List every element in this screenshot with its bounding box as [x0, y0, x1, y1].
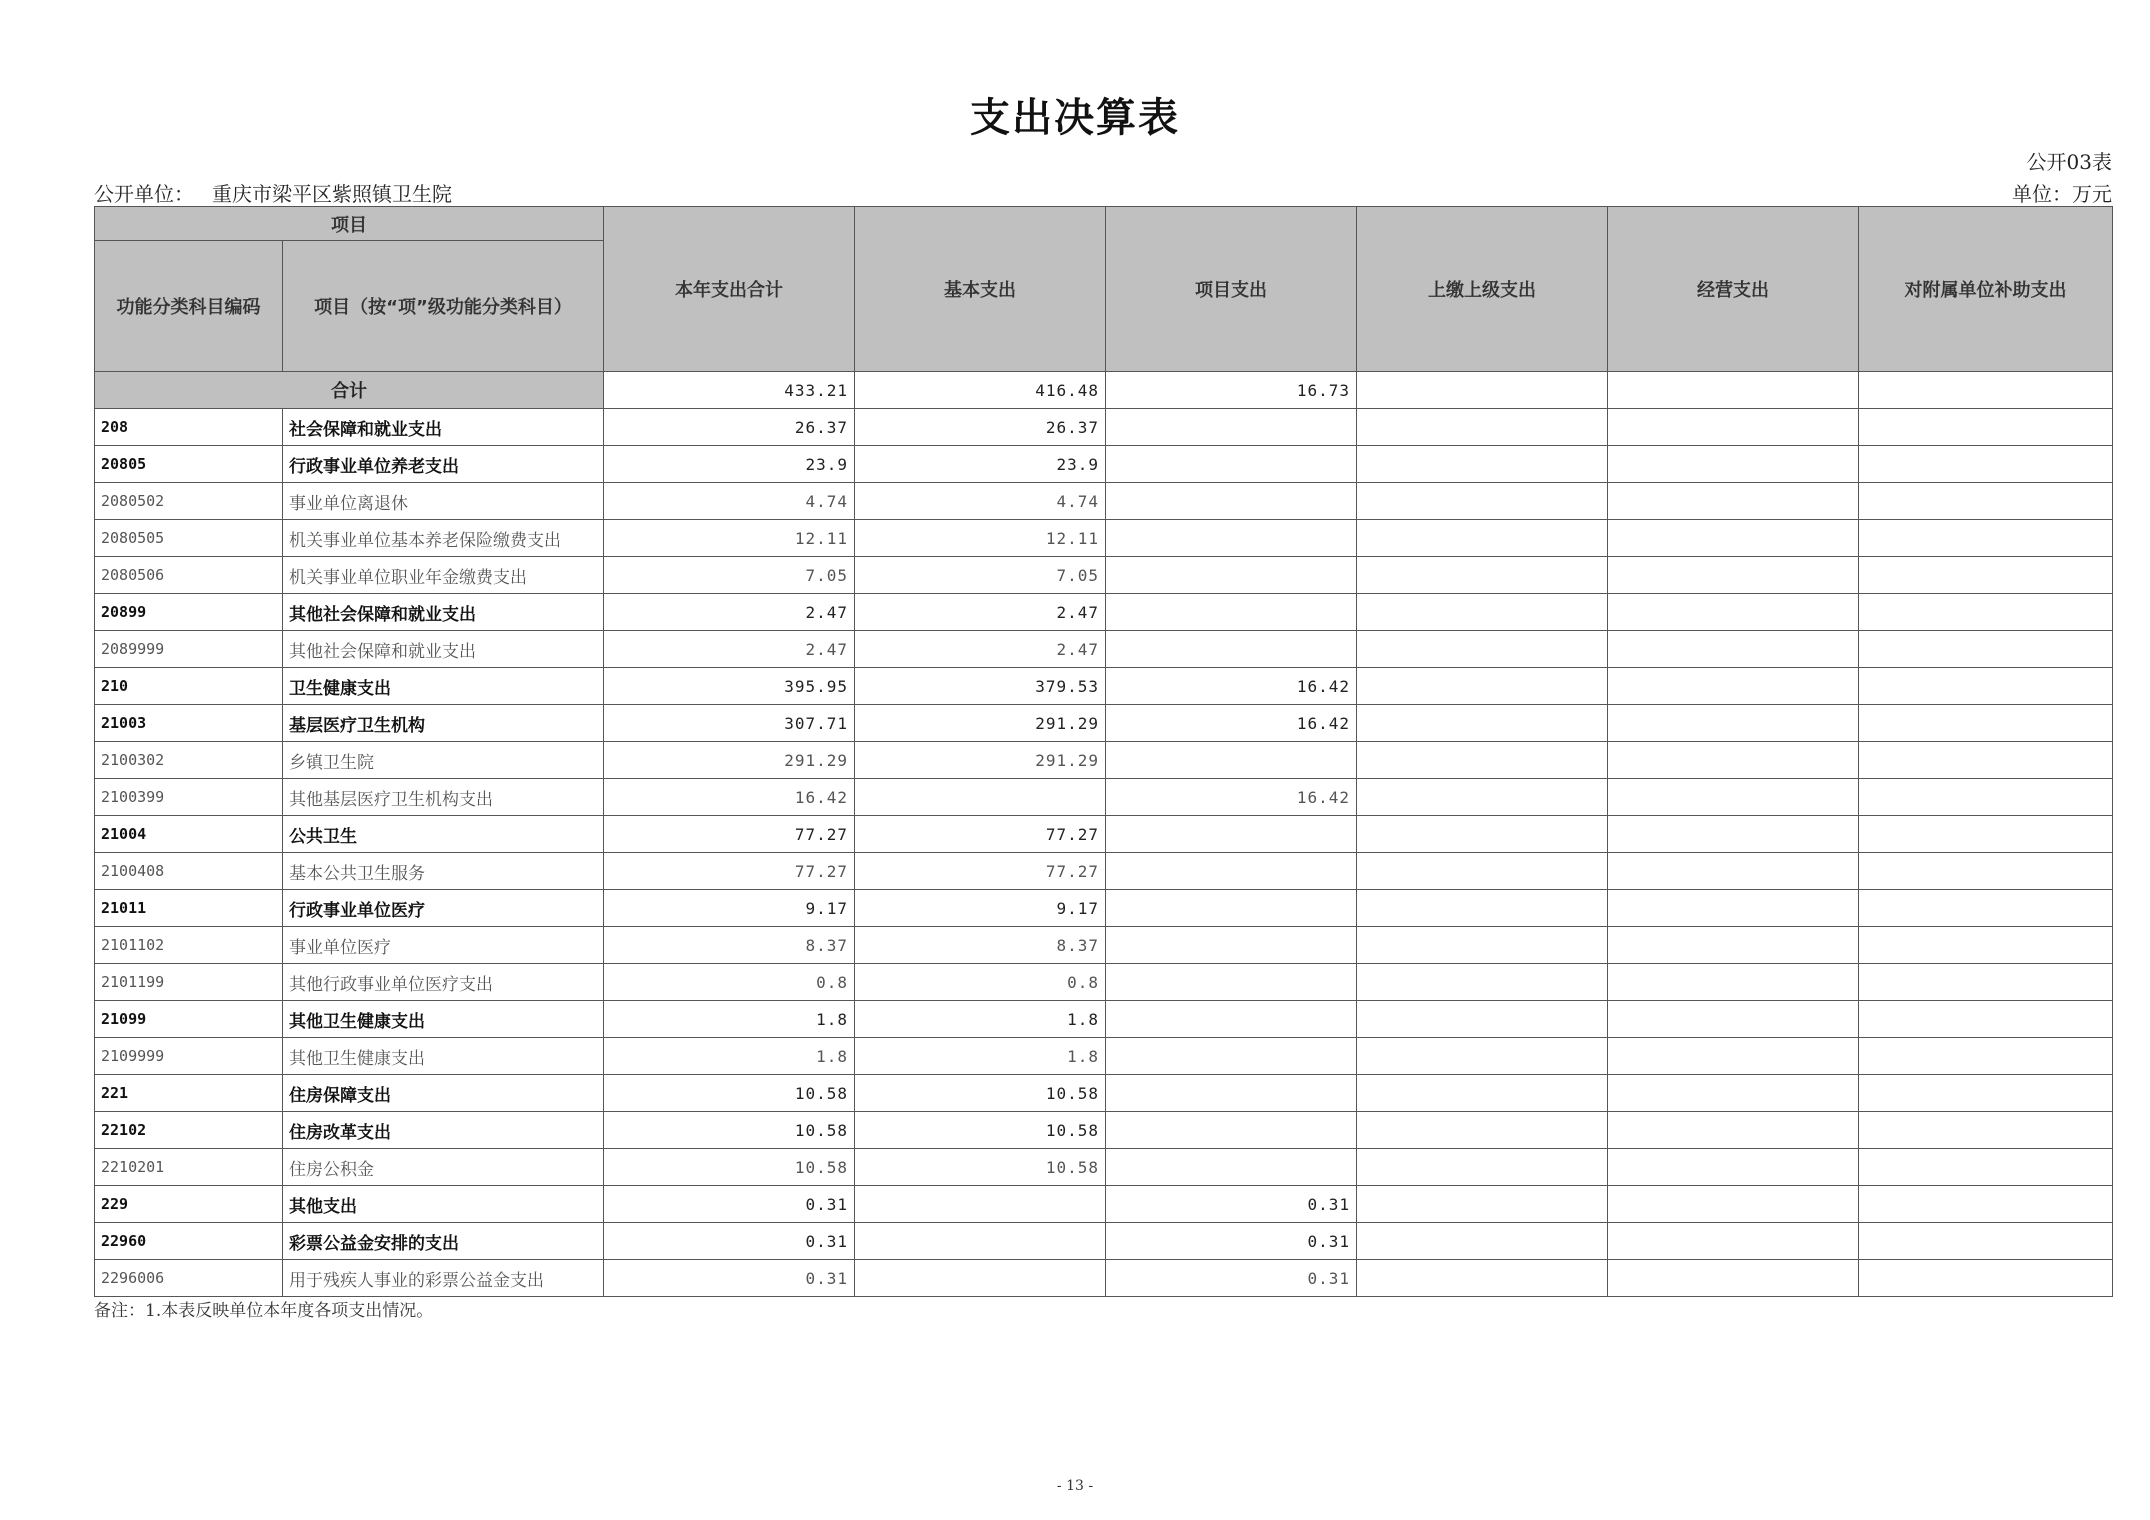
total-row [95, 372, 2113, 409]
row-value [1357, 853, 1608, 890]
row-name: 其他行政事业单位医疗支出 [283, 964, 604, 1001]
row-value [1608, 1001, 1859, 1038]
row-code: 20805 [95, 446, 283, 483]
row-value: 16.42 [1106, 779, 1357, 816]
row-value: 10.58 [855, 1149, 1106, 1186]
row-value [1859, 520, 2113, 557]
row-value: 10.58 [855, 1112, 1106, 1149]
row-value [1859, 964, 2113, 1001]
row-value [1859, 1260, 2113, 1297]
row-value [1106, 816, 1357, 853]
table-row [95, 520, 2113, 557]
row-value: 1.8 [855, 1001, 1106, 1038]
row-value [1608, 779, 1859, 816]
row-code: 22960 [95, 1223, 283, 1260]
row-value [1608, 668, 1859, 705]
row-value [1608, 409, 1859, 446]
row-value [1357, 557, 1608, 594]
row-value: 77.27 [855, 853, 1106, 890]
row-value: 7.05 [855, 557, 1106, 594]
row-value [1357, 927, 1608, 964]
row-value: 12.11 [604, 520, 855, 557]
row-name: 乡镇卫生院 [283, 742, 604, 779]
row-value [855, 1260, 1106, 1297]
publishing-unit-name: 重庆市梁平区紫照镇卫生院 [212, 182, 452, 206]
row-value [1859, 409, 2113, 446]
row-value [1357, 1038, 1608, 1075]
row-value [855, 1186, 1106, 1223]
row-code: 210 [95, 668, 283, 705]
row-value: 395.95 [604, 668, 855, 705]
table-row [95, 742, 2113, 779]
row-code: 2089999 [95, 631, 283, 668]
row-value [1106, 742, 1357, 779]
row-code: 20899 [95, 594, 283, 631]
row-code: 21004 [95, 816, 283, 853]
row-value [1859, 631, 2113, 668]
row-value: 8.37 [604, 927, 855, 964]
row-value: 8.37 [855, 927, 1106, 964]
row-value: 16.42 [604, 779, 855, 816]
row-value: 0.8 [855, 964, 1106, 1001]
row-name: 住房保障支出 [283, 1075, 604, 1112]
row-value [1608, 1223, 1859, 1260]
row-value: 23.9 [855, 446, 1106, 483]
row-name: 基层医疗卫生机构 [283, 705, 604, 742]
row-value [1608, 1149, 1859, 1186]
row-value [1357, 594, 1608, 631]
row-name: 卫生健康支出 [283, 668, 604, 705]
row-name: 公共卫生 [283, 816, 604, 853]
row-name: 基本公共卫生服务 [283, 853, 604, 890]
row-value: 1.8 [855, 1038, 1106, 1075]
row-code: 2210201 [95, 1149, 283, 1186]
row-name: 事业单位医疗 [283, 927, 604, 964]
row-code: 2100399 [95, 779, 283, 816]
header-code: 功能分类科目编码 [95, 241, 283, 372]
column-header: 上缴上级支出 [1357, 207, 1608, 372]
table-row [95, 1260, 2113, 1297]
row-value [1357, 742, 1608, 779]
row-code: 2080502 [95, 483, 283, 520]
row-value [1357, 1149, 1608, 1186]
table-row [95, 631, 2113, 668]
row-value [1608, 520, 1859, 557]
row-value [1106, 631, 1357, 668]
row-code: 21003 [95, 705, 283, 742]
column-header: 经营支出 [1608, 207, 1859, 372]
row-value [1106, 853, 1357, 890]
total-cell [1608, 372, 1859, 409]
page-title: 支出决算表 [970, 95, 1180, 141]
publishing-unit-label: 公开单位： [94, 182, 194, 206]
row-value [1608, 1186, 1859, 1223]
row-value [1859, 816, 2113, 853]
row-code: 2080506 [95, 557, 283, 594]
table-row [95, 594, 2113, 631]
row-value [1859, 779, 2113, 816]
table-row [95, 927, 2113, 964]
row-value [1859, 742, 2113, 779]
table-row [95, 1223, 2113, 1260]
row-name: 其他支出 [283, 1186, 604, 1223]
row-value [1357, 520, 1608, 557]
row-value: 291.29 [604, 742, 855, 779]
row-value [1859, 1112, 2113, 1149]
row-value: 26.37 [855, 409, 1106, 446]
row-value [1859, 705, 2113, 742]
row-value: 0.31 [1106, 1223, 1357, 1260]
row-value [1608, 446, 1859, 483]
total-cell [1357, 372, 1608, 409]
row-value [1106, 927, 1357, 964]
row-name: 其他卫生健康支出 [283, 1038, 604, 1075]
row-value [855, 779, 1106, 816]
row-value: 10.58 [855, 1075, 1106, 1112]
row-value: 77.27 [604, 853, 855, 890]
row-value [1106, 1149, 1357, 1186]
row-code: 2109999 [95, 1038, 283, 1075]
row-value: 9.17 [855, 890, 1106, 927]
row-value [1859, 927, 2113, 964]
row-code: 208 [95, 409, 283, 446]
row-value: 0.31 [1106, 1186, 1357, 1223]
row-name: 行政事业单位医疗 [283, 890, 604, 927]
row-value: 4.74 [855, 483, 1106, 520]
row-value: 0.31 [1106, 1260, 1357, 1297]
row-value [1608, 816, 1859, 853]
column-header: 基本支出 [855, 207, 1106, 372]
row-value [1859, 1149, 2113, 1186]
row-value: 7.05 [604, 557, 855, 594]
row-value [1106, 1075, 1357, 1112]
row-value [1106, 1038, 1357, 1075]
footnote: 备注：1.本表反映单位本年度各项支出情况。 [94, 1301, 434, 1321]
row-value [1106, 446, 1357, 483]
row-name: 机关事业单位职业年金缴费支出 [283, 557, 604, 594]
row-value: 16.42 [1106, 668, 1357, 705]
row-value [1357, 446, 1608, 483]
row-code: 2100408 [95, 853, 283, 890]
row-name: 其他基层医疗卫生机构支出 [283, 779, 604, 816]
row-name: 其他社会保障和就业支出 [283, 594, 604, 631]
row-code: 2080505 [95, 520, 283, 557]
row-value: 0.31 [604, 1260, 855, 1297]
row-value: 291.29 [855, 742, 1106, 779]
row-name: 住房改革支出 [283, 1112, 604, 1149]
total-cell: 433.21 [604, 372, 855, 409]
row-name: 行政事业单位养老支出 [283, 446, 604, 483]
row-value [1106, 557, 1357, 594]
column-header: 本年支出合计 [604, 207, 855, 372]
row-value [1357, 1186, 1608, 1223]
table-row [95, 1001, 2113, 1038]
row-value: 2.47 [855, 594, 1106, 631]
row-name: 机关事业单位基本养老保险缴费支出 [283, 520, 604, 557]
row-value [1608, 483, 1859, 520]
table-row [95, 1075, 2113, 1112]
row-value [1106, 1112, 1357, 1149]
table-row [95, 816, 2113, 853]
row-value [1608, 742, 1859, 779]
row-value: 9.17 [604, 890, 855, 927]
row-value [1106, 890, 1357, 927]
row-name: 社会保障和就业支出 [283, 409, 604, 446]
row-code: 2101102 [95, 927, 283, 964]
table-row [95, 409, 2113, 446]
row-value [1106, 409, 1357, 446]
row-value: 291.29 [855, 705, 1106, 742]
row-value [1608, 557, 1859, 594]
row-value [1357, 1075, 1608, 1112]
row-value: 77.27 [604, 816, 855, 853]
row-value [1608, 1112, 1859, 1149]
row-code: 21011 [95, 890, 283, 927]
row-value: 0.8 [604, 964, 855, 1001]
row-value [1859, 1075, 2113, 1112]
row-value [1357, 1112, 1608, 1149]
row-value [1859, 668, 2113, 705]
row-value: 10.58 [604, 1075, 855, 1112]
row-value [1859, 1001, 2113, 1038]
row-value [1106, 520, 1357, 557]
row-value [1859, 446, 2113, 483]
row-value [1357, 409, 1608, 446]
table-row [95, 1112, 2113, 1149]
currency-unit: 单位：万元 [2012, 182, 2112, 206]
row-value: 1.8 [604, 1038, 855, 1075]
row-value [1859, 1223, 2113, 1260]
row-value: 4.74 [604, 483, 855, 520]
table-row [95, 1186, 2113, 1223]
row-value [1106, 964, 1357, 1001]
row-value: 10.58 [604, 1112, 855, 1149]
row-value [1608, 964, 1859, 1001]
row-value: 77.27 [855, 816, 1106, 853]
row-value: 2.47 [855, 631, 1106, 668]
row-value: 10.58 [604, 1149, 855, 1186]
table-row [95, 557, 2113, 594]
header-name: 项目（按“项”级功能分类科目） [283, 241, 604, 372]
row-name: 住房公积金 [283, 1149, 604, 1186]
row-value: 379.53 [855, 668, 1106, 705]
table-row [95, 890, 2113, 927]
row-value [1357, 1001, 1608, 1038]
table-row [95, 483, 2113, 520]
row-value [1106, 483, 1357, 520]
header-project: 项目 [95, 207, 604, 241]
row-name: 其他卫生健康支出 [283, 1001, 604, 1038]
row-value [1608, 927, 1859, 964]
row-code: 2296006 [95, 1260, 283, 1297]
row-value [1859, 890, 2113, 927]
row-value [1608, 594, 1859, 631]
total-cell: 16.73 [1106, 372, 1357, 409]
page-number: - 13 - [1056, 1478, 1094, 1494]
row-value [1608, 1038, 1859, 1075]
total-cell: 416.48 [855, 372, 1106, 409]
row-value [1357, 779, 1608, 816]
row-value [1608, 890, 1859, 927]
table-row [95, 964, 2113, 1001]
row-value [1357, 631, 1608, 668]
row-value [1357, 816, 1608, 853]
row-name: 彩票公益金安排的支出 [283, 1223, 604, 1260]
row-value: 16.42 [1106, 705, 1357, 742]
row-value: 2.47 [604, 631, 855, 668]
table-row [95, 705, 2113, 742]
row-value: 12.11 [855, 520, 1106, 557]
row-value [1357, 964, 1608, 1001]
row-value [1608, 631, 1859, 668]
row-value [1608, 853, 1859, 890]
row-code: 22102 [95, 1112, 283, 1149]
row-value [1357, 890, 1608, 927]
row-value [855, 1223, 1106, 1260]
table-row [95, 446, 2113, 483]
row-value: 1.8 [604, 1001, 855, 1038]
publishing-unit [94, 178, 452, 207]
expenditure-table [94, 206, 2113, 1297]
row-value [1859, 1186, 2113, 1223]
row-code: 229 [95, 1186, 283, 1223]
row-value: 0.31 [604, 1223, 855, 1260]
row-value: 23.9 [604, 446, 855, 483]
row-value [1357, 1260, 1608, 1297]
row-value: 2.47 [604, 594, 855, 631]
row-value: 307.71 [604, 705, 855, 742]
row-value [1357, 705, 1608, 742]
total-label: 合计 [95, 372, 604, 409]
row-code: 21099 [95, 1001, 283, 1038]
table-row [95, 853, 2113, 890]
row-value [1859, 853, 2113, 890]
table-row [95, 1038, 2113, 1075]
row-value [1106, 1001, 1357, 1038]
table-row [95, 1149, 2113, 1186]
form-number: 公开03表 [2026, 150, 2112, 174]
row-name: 其他社会保障和就业支出 [283, 631, 604, 668]
total-cell [1859, 372, 2113, 409]
row-value [1608, 1260, 1859, 1297]
row-value: 0.31 [604, 1186, 855, 1223]
row-name: 事业单位离退休 [283, 483, 604, 520]
row-value: 26.37 [604, 409, 855, 446]
row-value [1357, 1223, 1608, 1260]
table-row [95, 668, 2113, 705]
row-code: 2100302 [95, 742, 283, 779]
row-value [1608, 705, 1859, 742]
row-value [1608, 1075, 1859, 1112]
table-row [95, 779, 2113, 816]
row-value [1357, 668, 1608, 705]
row-name: 用于残疾人事业的彩票公益金支出 [283, 1260, 604, 1297]
row-code: 2101199 [95, 964, 283, 1001]
column-header: 对附属单位补助支出 [1859, 207, 2113, 372]
row-value [1357, 483, 1608, 520]
column-header: 项目支出 [1106, 207, 1357, 372]
row-value [1859, 594, 2113, 631]
row-code: 221 [95, 1075, 283, 1112]
row-value [1859, 1038, 2113, 1075]
row-value [1859, 557, 2113, 594]
row-value [1859, 483, 2113, 520]
row-value [1106, 594, 1357, 631]
